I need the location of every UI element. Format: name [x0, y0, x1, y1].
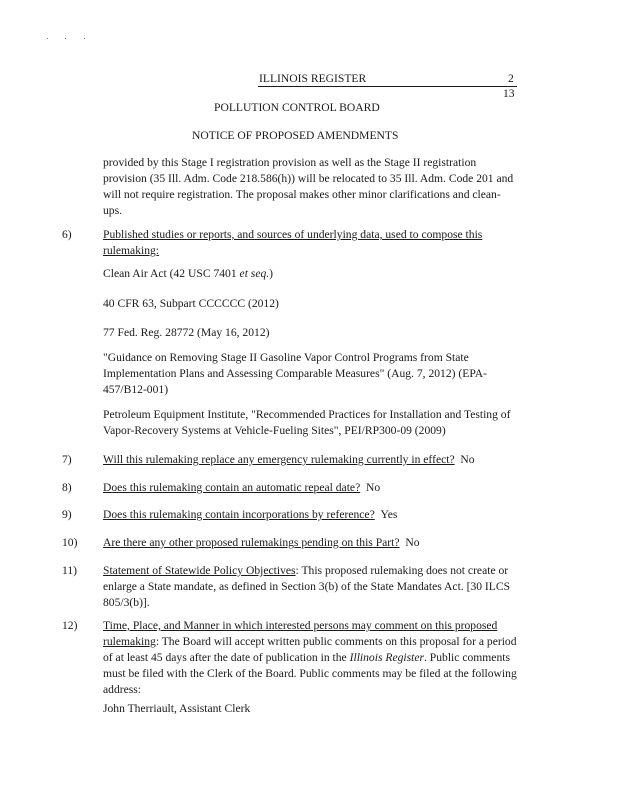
- item-6-heading-line: rulemaking:: [103, 244, 160, 257]
- intro-line: will not require registration. The proposal makes other minor clarifications and clean-: [103, 188, 501, 201]
- item-8-answer: No: [366, 481, 381, 494]
- item-11-line: enlarge a State mandate, as defined in Section 3(b) of the State Mandates Act. [30 ILCS: [103, 580, 511, 593]
- item-7: [103, 452, 535, 468]
- item-7-number: 7): [62, 453, 72, 466]
- item-9-number: 9): [62, 508, 72, 521]
- item-9-question: Does this rulemaking contain incorporations by reference?: [103, 508, 375, 521]
- scan-speck: [47, 38, 48, 39]
- clerk-contact: John Therriault, Assistant Clerk: [103, 702, 251, 715]
- item-11-line: 805/3(b)].: [103, 596, 150, 609]
- item-6-heading: [103, 227, 535, 259]
- source-clean-air-act: [103, 266, 535, 282]
- source-text-end: ): [269, 267, 274, 280]
- item-12-text: . Public comments: [424, 651, 510, 664]
- item-12-italic: Illinois Register: [349, 651, 424, 664]
- source-text: Clean Air Act (42 USC 7401: [103, 267, 240, 280]
- item-12-heading-line: rulemaking: [103, 635, 156, 648]
- notice-title: NOTICE OF PROPOSED AMENDMENTS: [192, 129, 399, 142]
- intro-line: provided by this Stage I registration provision as well as the Stage II registration: [103, 156, 477, 169]
- source-line: Petroleum Equipment Institute, "Recommended Practices for Installation and Testing of: [103, 408, 511, 421]
- item-11-heading: Statement of Statewide Policy Objectives: [103, 564, 296, 577]
- item-11-text: : This proposed rulemaking does not create or: [295, 564, 509, 577]
- item-11: [103, 563, 535, 611]
- header-rule: [258, 86, 517, 87]
- intro-line: provision (35 Ill. Adm. Code 218.586(h)) will be relocated to 35 Ill. Adm. Code 201 and: [103, 172, 514, 185]
- item-8-question: Does this rulemaking contain an automatic repeal date?: [103, 481, 361, 494]
- page-number: 2: [508, 72, 514, 85]
- register-title: ILLINOIS REGISTER: [259, 72, 367, 85]
- source-italic: et seq.: [239, 267, 270, 280]
- item-12-number: 12): [62, 619, 78, 632]
- item-12-text: : The Board will accept written public comments on this proposal for a period: [155, 635, 517, 648]
- item-12-line: address:: [103, 683, 141, 696]
- item-10: [103, 535, 535, 551]
- item-6-heading-line: Published studies or reports, and sources of underlying data, used to compose this: [103, 228, 483, 241]
- item-6-number: 6): [62, 228, 72, 241]
- scan-speck: [84, 38, 85, 39]
- source-pei: [103, 407, 535, 439]
- source-line: "Guidance on Removing Stage II Gasoline Vapor Control Programs from State: [103, 351, 469, 364]
- item-11-number: 11): [62, 564, 78, 577]
- intro-paragraph: [103, 155, 535, 219]
- item-12-line: must be filed with the Clerk of the Board. Public comments may be filed at the following: [103, 667, 517, 680]
- item-10-question: Are there any other proposed rulemakings pending on this Part?: [103, 536, 400, 549]
- item-8-number: 8): [62, 481, 72, 494]
- item-8: [103, 480, 535, 496]
- source-line: 457/B12-001): [103, 383, 169, 396]
- item-7-question: Will this rulemaking replace any emergency rulemaking currently in effect?: [103, 453, 455, 466]
- source-cfr: 40 CFR 63, Subpart CCCCCC (2012): [103, 297, 279, 310]
- source-line: Vapor-Recovery Systems at Vehicle-Fueling Sites", PEI/RP300-09 (2009): [103, 424, 446, 437]
- source-epa-guidance: [103, 350, 535, 398]
- intro-line: ups.: [103, 204, 123, 217]
- item-7-answer: No: [460, 453, 475, 466]
- item-12: [103, 618, 535, 698]
- source-fed-reg: 77 Fed. Reg. 28772 (May 16, 2012): [103, 326, 270, 339]
- source-line: Implementation Plans and Assessing Comparable Measures" (Aug. 7, 2012) (EPA-: [103, 367, 487, 380]
- item-10-number: 10): [62, 536, 78, 549]
- item-12-text: of at least 45 days after the date of publication in the: [103, 651, 350, 664]
- item-10-answer: No: [405, 536, 420, 549]
- scan-speck: [65, 38, 66, 39]
- issue-number: 13: [503, 87, 515, 100]
- item-12-heading-line: Time, Place, and Manner in which interested persons may comment on this proposed: [103, 619, 498, 632]
- item-9: [103, 507, 535, 523]
- agency-name: POLLUTION CONTROL BOARD: [214, 101, 380, 114]
- item-9-answer: Yes: [380, 508, 398, 521]
